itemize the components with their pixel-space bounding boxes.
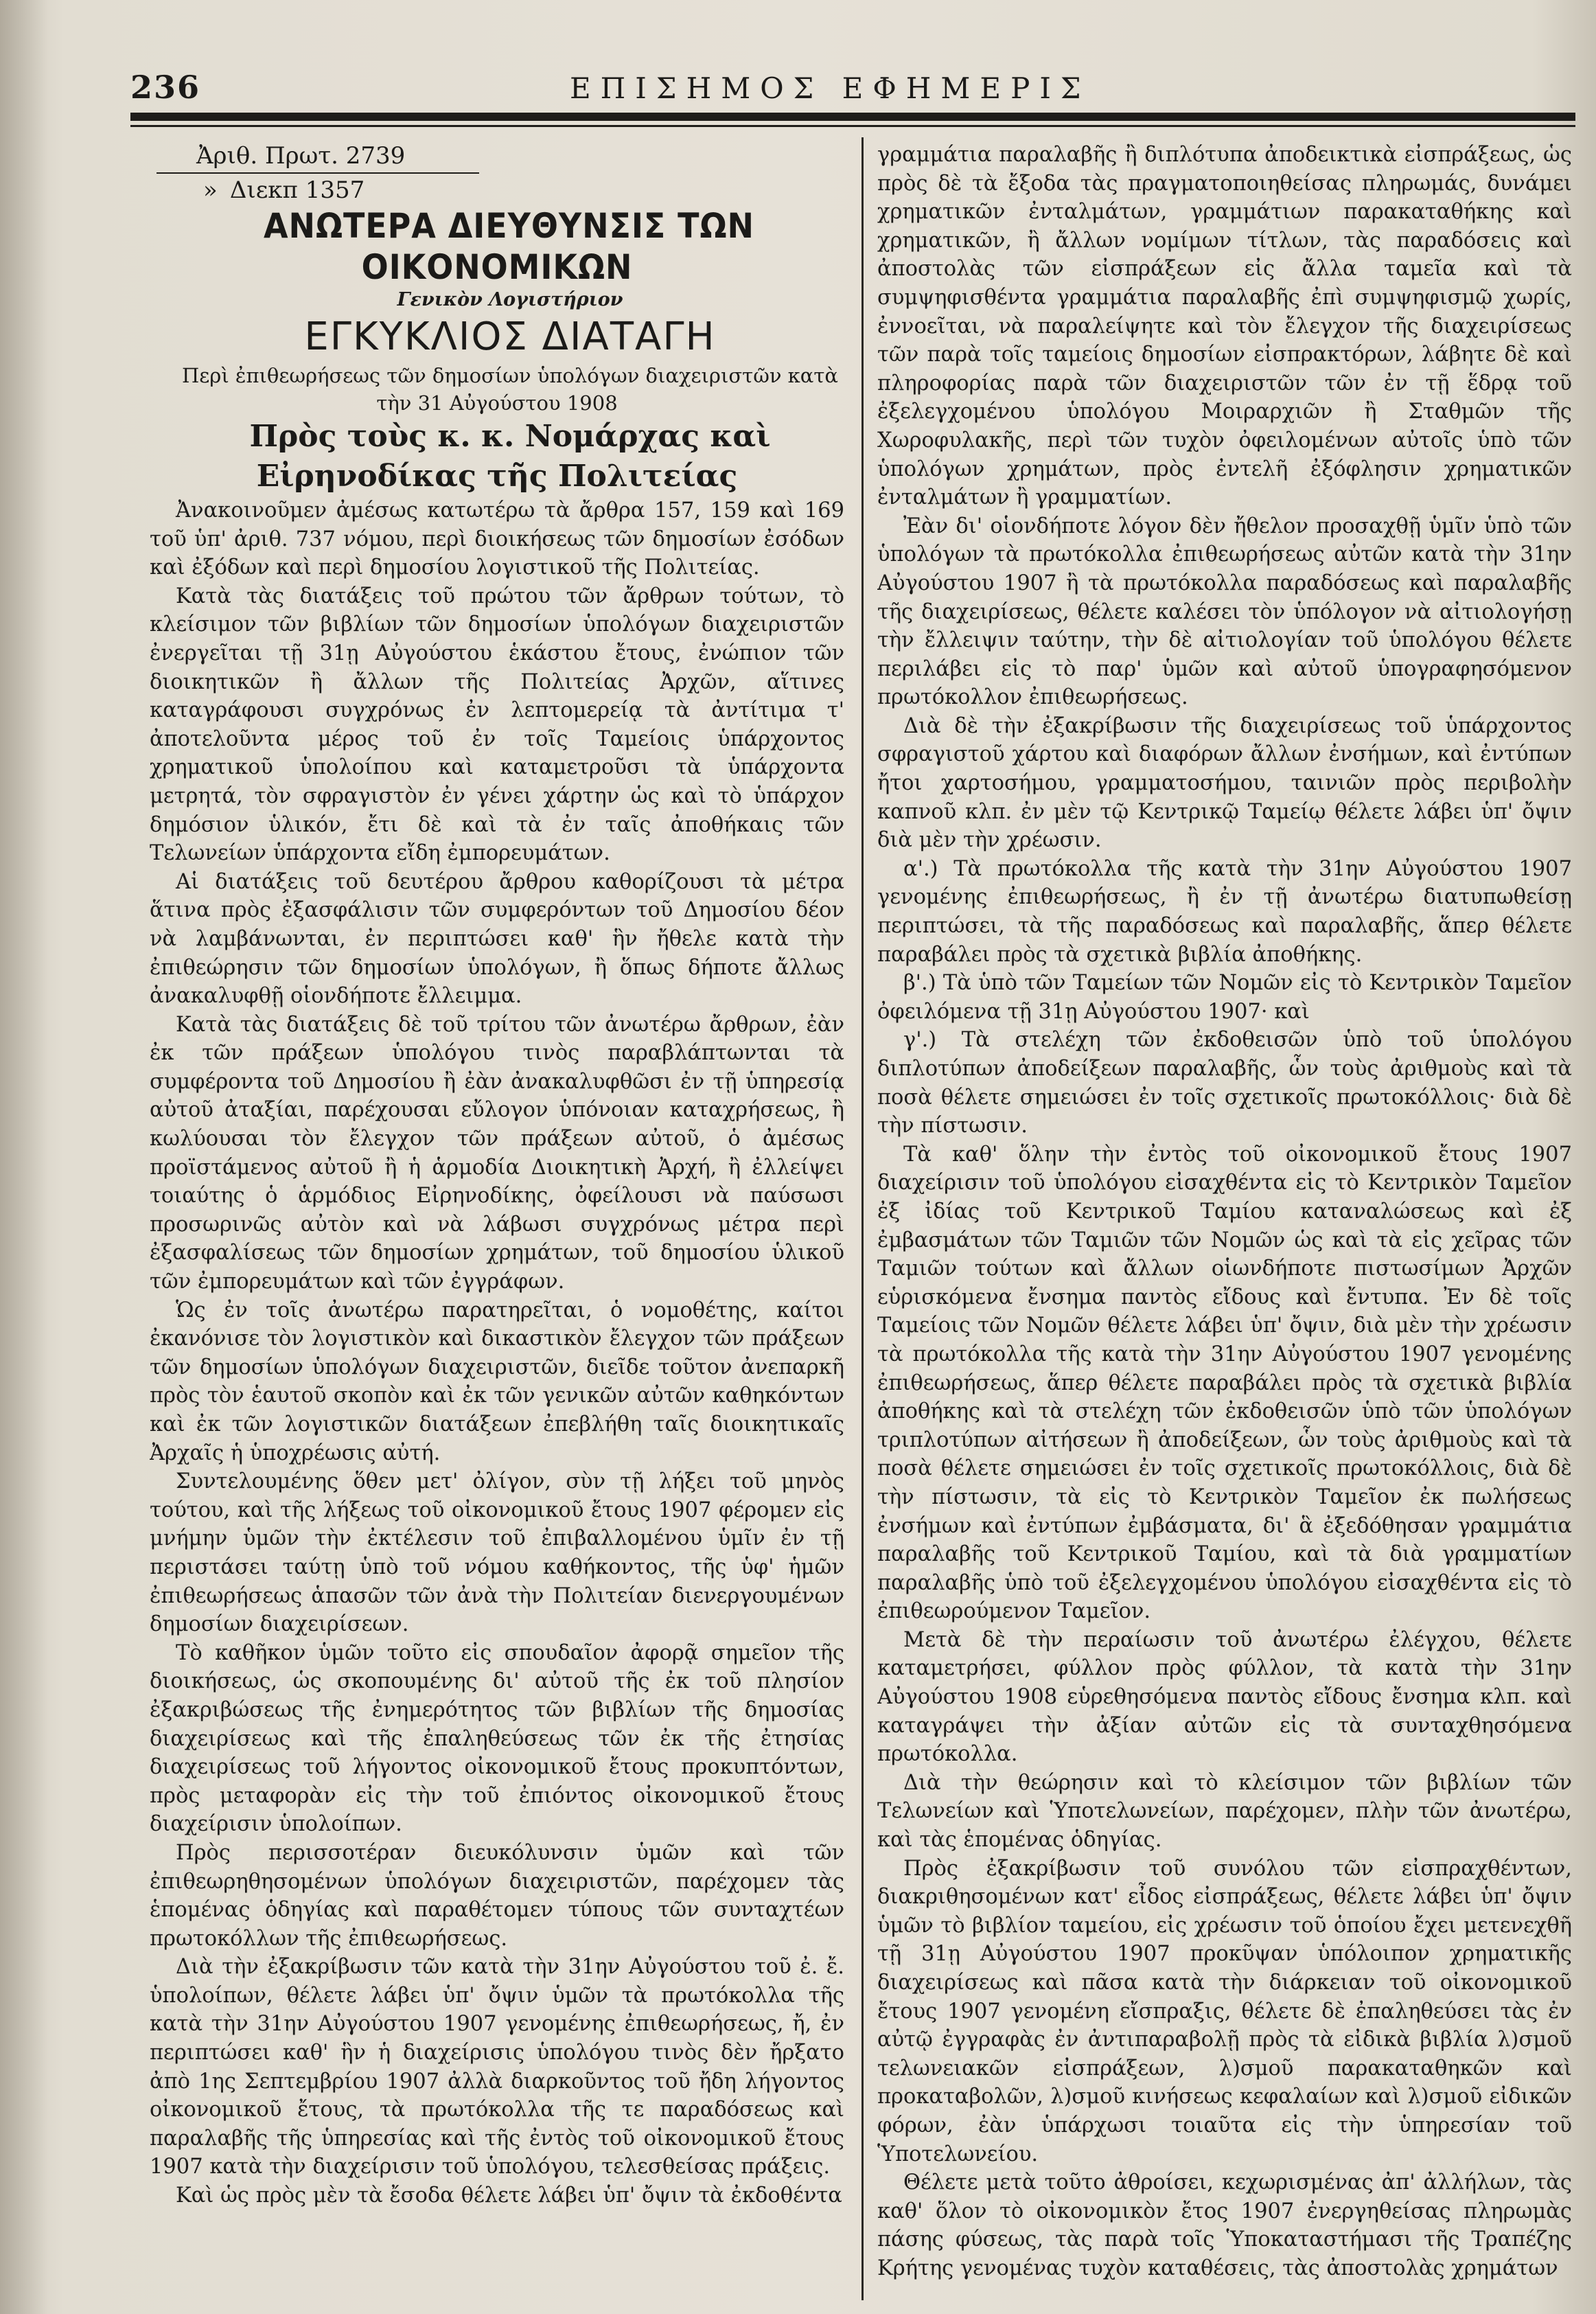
right-paragraph: Διὰ τὴν θεώρησιν καὶ τὸ κλείσιμον τῶν βιβλίων τῶν Τελωνείων καὶ Ὑποτελωνείων, παρέχομεν, πλὴν τῶν ἀνωτέρω, καὶ τὰς ἑπομένας ὁδηγίας.	[877, 1770, 1572, 1853]
masthead	[130, 69, 1575, 117]
left-paragraph: Καὶ ὡς πρὸς μὲν τὰ ἔσοδα θέλετε λάβει ὑπ' ὄψιν τὰ ἐκδοθέντα	[176, 2184, 842, 2208]
left-paragraph: Αἱ διατάξεις τοῦ δευτέρου ἄρθρου καθορίζουσι τὰ μέτρα ἅτινα πρὸς ἐξασφάλισιν τῶν συμφερόντων τοῦ Δημοσίου δέον νὰ λαμβάνωνται, ἐν περιπτώσει καθ' ἣν ἤθελε κατὰ τὴν ἐπιθεώρησιν τῶν δημοσίων ὑπολόγων, ἢ ὅπως δήποτε ἄλλως ἀνακαλυφθῇ οἱονδήποτε ἔλλειμμα.	[150, 869, 844, 1009]
left-paragraph: Ὡς ἐν τοῖς ἀνωτέρω παρατηρεῖται, ὁ νομοθέτης, καίτοι ἐκανόνισε τὸν λογιστικὸν καὶ δικαστικὸν ἔλεγχον τῶν πράξεων τῶν δημοσίων ὑπολόγων διαχειριστῶν, διεῖδε τοῦτον ἀνεπαρκῆ πρὸς τὸν ἑαυτοῦ σκοπὸν καὶ ἐκ τῶν γενικῶν αὐτῶν καθηκόντων καὶ ἐκ τῶν λογιστικῶν διατάξεων ἐπεβλήθη ταῖς διοικητικαῖς Ἀρχαῖς ἡ ὑποχρέωσις αὐτή.	[150, 1298, 844, 1465]
protocol-number: Ἀριθ. Πρωτ. 2739	[196, 142, 406, 170]
left-paragraph: Ἀνακοινοῦμεν ἀμέσως κατωτέρω τὰ ἄρθρα 157, 159 καὶ 169 τοῦ ὑπ' ἀριθ. 737 νόμου, περὶ διοικήσεως τῶν δημοσίων ἐσόδων καὶ ἐξόδων καὶ περὶ δημοσίου λογιστικοῦ τῆς Πολιτείας.	[150, 499, 844, 580]
subject-line: Περὶ ἐπιθεωρήσεως τῶν δημοσίων ὑπολόγων διαχειριστῶν κατὰ τὴν 31 Αὐγούστου 1908	[181, 364, 839, 415]
right-paragraph: Μετὰ δὲ τὴν περαίωσιν τοῦ ἀνωτέρω ἐλέγχου, θέλετε καταμετρήσει, φύλλον πρὸς φύλλον, τὰ κατὰ τὴν 31ην Αὐγούστου 1908 εὑρεθησόμενα παντὸς εἴδους ἔνσημα κλπ. καὶ καταγράψει τὴν ἀξίαν αὐτῶν εἰς τὰ συνταχθησόμενα πρωτόκολλα.	[877, 1627, 1572, 1767]
right-column	[877, 141, 1572, 2297]
dispatch-number: Διεκπ 1357	[229, 176, 365, 204]
left-paragraph: Τὸ καθῆκον ὑμῶν τοῦτο εἰς σπουδαῖον ἀφορᾷ σημεῖον τῆς διοικήσεως, ὡς σκοπουμένης δι' αὐτοῦ τῆς ἐκ τοῦ πλησίον ἐξακριβώσεως τῆς ἐνημερότητος τῶν βιβλίων τῆς δημοσίας διαχειρίσεως καὶ τῆς ἐπαληθεύσεως τῶν ἐκ τῆς ἐτησίας διαχειρίσεως τοῦ λήγοντος οἰκονομικοῦ ἔτους προκυπτόντων, πρὸς μεταφορὰν εἰς τὴν τοῦ ἐπιόντος οἰκονομικοῦ ἔτους διαχείρισιν ὑπολοίπων.	[150, 1640, 844, 1837]
masthead-rule-thick	[130, 113, 1575, 121]
page-edge-stain	[0, 0, 48, 2314]
left-column	[150, 141, 844, 2297]
right-paragraph: γ'.) Τὰ στελέχη τῶν ἐκδοθεισῶν ὑπὸ τοῦ ὑπολόγου διπλοτύπων ἀποδείξεων παραλαβῆς, ὧν τοὺς ἀριθμοὺς καὶ τὰ ποσὰ θέλετε σημειώσει ἐν τοῖς σχετικοῖς πρωτοκόλλοις· διὰ δὲ τὴν πίστωσιν.	[877, 1028, 1572, 1138]
right-paragraph: Ἐὰν δι' οἱονδήποτε λόγον δὲν ἤθελον προσαχθῇ ὑμῖν ὑπὸ τῶν ὑπολόγων τὰ πρωτόκολλα ἐπιθεωρήσεως αὐτῶν κατὰ τὴν 31ην Αὐγούστου 1907 ἢ τὰ πρωτόκολλα παραδόσεως καὶ παραλαβῆς τῆς διαχειρίσεως, θέλετε καλέσει τὸν ὑπόλογον νὰ αἰτιολογήσῃ τὴν ἔλλειψιν ταύτην, τὴν δὲ αἰτιολογίαν τοῦ ὑπολόγου θέλετε περιλάβει εἰς τὸ παρ' ὑμῶν καὶ αὐτοῦ ὑπογραφησόμενον πρωτόκολλον ἐπιθεωρήσεως.	[877, 514, 1572, 710]
directorate-heading: ΑΝΩΤΕΡΑ ΔΙΕΥΘΥΝΣΙΣ ΤΩΝ ΟΙΚΟΝΟΜΙΚΩΝ	[264, 206, 754, 287]
right-paragraph: Πρὸς ἐξακρίβωσιν τοῦ συνόλου τῶν εἰσπραχθέντων, διακριθησομένων κατ' εἶδος εἰσπράξεως, θέλετε λάβει ὑπ' ὄψιν ὑμῶν τὸ βιβλίον ταμείου, εἰς χρέωσιν τοῦ ὁποίου ἔχει μετενεχθῆ τῇ 31ῃ Αὐγούστου 1907 προκῦψαν ὑπόλοιπον χρηματικῆς διαχειρίσεως καὶ πᾶσα κατὰ τὴν διάρκειαν τοῦ οἰκονομικοῦ ἔτους 1907 γενομένη εἴσπραξις, θέλετε δὲ ἐπαληθεύσει τὰς ἐν αὐτῷ ἐγγραφὰς ἐν ἀντιπαραβολῇ πρὸς τὰ εἰδικὰ βιβλία λ)σμοῦ τελωνειακῶν εἰσπράξεων, λ)σμοῦ παρακαταθηκῶν καὶ προκαταβολῶν, λ)σμοῦ κινήσεως κεφαλαίων καὶ λ)σμοῦ εἰδικῶν φόρων, ἐὰν ὑπάρχωσι τοιαῦτα εἰς τὴν ὑπηρεσίαν τοῦ Ὑποτελωνείου.	[877, 1856, 1572, 2166]
right-paragraph: α'.) Τὰ πρωτόκολλα τῆς κατὰ τὴν 31ην Αὐγούστου 1907 γενομένης ἐπιθεωρήσεως, ἢ ἐν τῇ ἀνωτέρω διατυπωθείσῃ περιπτώσει, τὰ τῆς παραδόσεως καὶ παραλαβῆς, ἅπερ θέλετε παραβάλει πρὸς τὰ σχετικὰ βιβλία ἀποθήκης.	[877, 856, 1572, 967]
masthead-rule-thin	[130, 125, 1575, 127]
ditto-mark: »	[203, 176, 218, 204]
page-number: 236	[130, 69, 201, 106]
dispatch-number-line	[150, 175, 844, 205]
right-paragraph: γραμμάτια παραλαβῆς ἢ διπλότυπα ἀποδεικτικὰ εἰσπράξεως, ὡς πρὸς δὲ τὰ ἔξοδα τὰς πραγματοποιηθείσας πληρωμάς, δυνάμει χρηματικῶν ἐνταλμάτων, γραμμάτιων παρακαταθήκης καὶ χρηματικῶν, ἢ ἄλλων νομίμων τίτλων, τὰς παραδόσεις καὶ ἀποστολὰς τῶν εἰσπράξεων εἰς ἄλλα ταμεῖα καὶ τὰ συμψηφισθέντα γραμμάτια παραλαβῆς ἐπὶ συμψηφισμῷ χωρίς, ἐννοεῖται, νὰ παραλείψητε καὶ τὸν ἔλεγχον τῆς διαχειρίσεως τῶν παρὰ τοῖς ταμείοις δημοσίων εἰσπρακτόρων, λάβητε δὲ καὶ πληροφορίας παρὰ τῶν διαχειριστῶν τῶν ἐν τῇ ἕδρᾳ τοῦ ἐξελεγχομένου ὑπολόγου Μοιραρχιῶν ἢ Σταθμῶν τῆς Χωροφυλακῆς, περὶ τῶν τυχὸν ὀφειλομένων αὐτοῖς ὑπὸ τῶν ὑπολόγων χρημάτων, πρὸς ἐντελῆ ἐξόφλησιν χρηματικῶν ἐνταλμάτων ἢ γραμματίων.	[877, 143, 1572, 510]
right-paragraph: Διὰ δὲ τὴν ἐξακρίβωσιν τῆς διαχειρίσεως τοῦ ὑπάρχοντος σφραγιστοῦ χάρτου καὶ διαφόρων ἄλλων ἐνσήμων, καὶ ἐντύπων ἤτοι χαρτοσήμου, γραμματοσήμου, ταινιῶν πρὸς περιβολὴν καπνοῦ κλπ. ἐν μὲν τῷ Κεντρικῷ Ταμείῳ θέλετε λάβει ὑπ' ὄψιν διὰ μὲν τὴν χρέωσιν.	[877, 713, 1572, 853]
left-paragraph: Κατὰ τὰς διατάξεις δὲ τοῦ τρίτου τῶν ἀνωτέρω ἄρθρων, ἐὰν ἐκ τῶν πράξεων ὑπολόγου τινὸς παραβλάπτωνται τὰ συμφέροντα τοῦ Δημοσίου ἢ ἐὰν ἀνακαλυφθῶσι ἐν τῇ ὑπηρεσίᾳ αὐτοῦ ἀταξίαι, παρέχουσαι εὔλογον ὑπόνοιαν καταχρήσεως, ἢ κωλύουσαι τὸν ἔλεγχον τῶν πράξεων αὐτοῦ, ὁ ἀμέσως προϊστάμενος αὐτοῦ ἢ ἡ ἁρμοδία Διοικητικὴ Ἀρχή, ἢ ἐλλείψει τοιαύτης ὁ ἁρμόδιος Εἰρηνοδίκης, ὀφείλουσι νὰ παύσωσι προσωρινῶς αὐτὸν καὶ νὰ λάβωσι συγχρόνως μέτρα περὶ ἐξασφαλίσεως τῶν δημοσίων χρημάτων, τοῦ δημοσίου ὑλικοῦ τῶν ἐμπορευμάτων καὶ τῶν ἐγγράφων.	[150, 1012, 844, 1294]
protocol-underline	[157, 172, 479, 174]
right-paragraph: Θέλετε μετὰ τοῦτο ἀθροίσει, κεχωρισμένας ἀπ' ἀλλήλων, τὰς καθ' ὅλον τὸ οἰκονομικὸν ἔτος 1907 ἐνεργηθείσας πληρωμὰς πάσης φύσεως, τὰς παρὰ τοῖς Ὑποκαταστήμασι τῆς Τραπέζης Κρήτης γενομένας τυχὸν καταθέσεις, τὰς ἀποστολὰς χρημάτων	[877, 2170, 1572, 2280]
left-paragraph: Διὰ τὴν ἐξακρίβωσιν τῶν κατὰ τὴν 31ην Αὐγούστου τοῦ ἐ. ἔ. ὑπολοίπων, θέλετε λάβει ὑπ' ὄψιν ὑμῶν τὰ πρωτόκολλα τῆς κατὰ τὴν 31ην Αὐγούστου 1907 γενομένης ἐπιθεωρήσεως, ἤ, ἐν περιπτώσει καθ' ἣν ἡ διαχείρισις ὑπολόγου τινὸς δὲν ἤρξατο ἀπὸ 1ης Σεπτεμβρίου 1907 ἀλλὰ διαρκοῦντος τοῦ ἤδη λήγοντος οἰκονομικοῦ ἔτους, τὰ πρωτόκολλα τῆς τε παραδόσεως καὶ παραλαβῆς τῆς ὑπηρεσίας καὶ τῆς ἐντὸς τοῦ οἰκονομικοῦ ἔτους 1907 κατὰ τὴν διαχείρισιν τοῦ ὑπολόγου, τελεσθείσας πράξεις.	[150, 1955, 844, 2179]
left-paragraph: Συντελουμένης ὅθεν μετ' ὀλίγον, σὺν τῇ λήξει τοῦ μηνὸς τούτου, καὶ τῆς λήξεως τοῦ οἰκονομικοῦ ἔτους 1907 φέρομεν εἰς μνήμην ὑμῶν τὴν ἐκτέλεσιν τοῦ ἐπιβαλλομένου ὑμῖν ἐν τῇ περιστάσει ταύτῃ ὑπὸ τοῦ νόμου καθήκοντος, τῆς ὑφ' ἡμῶν ἐπιθεωρήσεως ἁπασῶν τῶν ἀνὰ τὴν Πολιτείαν διενεργουμένων δημοσίων διαχειρίσεων.	[150, 1469, 844, 1637]
office-heading: Γενικὸν Λογιστήριον	[397, 289, 623, 310]
right-paragraph: β'.) Τὰ ὑπὸ τῶν Ταμείων τῶν Νομῶν εἰς τὸ Κεντρικὸν Ταμεῖον ὀφειλόμενα τῇ 31ῃ Αὐγούστου 1907· καὶ	[877, 971, 1572, 1024]
circular-heading: ΕΓΚΥΚΛΙΟΣ ΔΙΑΤΑΓΗ	[304, 314, 716, 359]
left-paragraph: Πρὸς περισσοτέραν διευκόλυνσιν ὑμῶν καὶ τῶν ἐπιθεωρηθησομένων ὑπολόγων διαχειριστῶν, παρέχομεν τὰς ἑπομένας ὁδηγίας καὶ παραθέτομεν τύπους τῶν συνταχτέων πρωτοκόλλων τῆς ἐπιθεωρήσεως.	[150, 1840, 844, 1951]
addressee-heading: Πρὸς τοὺς κ. κ. Νομάρχας καὶ Εἰρηνοδίκας τῆς Πολιτείας	[249, 419, 771, 494]
left-paragraph: Κατὰ τὰς διατάξεις τοῦ πρώτου τῶν ἄρθρων τούτων, τὸ κλείσιμον τῶν βιβλίων τῶν δημοσίων ὑπολόγων διαχειριστῶν ἐνεργεῖται τῇ 31ῃ Αὐγούστου ἑκάστου ἔτους, ἐνώπιον τῶν διοικητικῶν ἢ ἄλλων τῆς Πολιτείας Ἀρχῶν, αἵτινες καταγράφουσι συγχρόνως ἐν λεπτομερείᾳ τὰ ἀντίτιμα τ' ἀποτελοῦντα μέρος τοῦ ἐν τοῖς Ταμείοις ὑπάρχοντος χρηματικοῦ ὑπολοίπου καὶ καταμετροῦσι τὰ ὑπάρχοντα μετρητά, τὸν σφραγιστὸν ἐν γένει χάρτην ὡς καὶ τὸ ὑπάρχον δημόσιον ὑλικόν, ἔτι δὲ καὶ τὰ ἐν ταῖς ἀποθήκαις τῶν Τελωνείων ὑπάρχοντα εἴδη ἐμπορευμάτων.	[150, 584, 844, 866]
right-paragraph: Τὰ καθ' ὅλην τὴν ἐντὸς τοῦ οἰκονομικοῦ ἔτους 1907 διαχείρισιν τοῦ ὑπολόγου εἰσαχθέντα εἰς τὸ Κεντρικὸν Ταμεῖον ἐξ ἰδίας τοῦ Κεντρικοῦ Ταμίου καταναλώσεως καὶ ἐξ ἐμβασμάτων τῶν Ταμιῶν τῶν Νομῶν ὡς καὶ τὰ εἰς χεῖρας τῶν Ταμιῶν τούτων καὶ ἄλλων οἱωνδήποτε πιστωσίμων Ἀρχῶν εὑρισκόμενα ἔνσημα παντὸς εἴδους καὶ ἔντυπα. Ἐν δὲ τοῖς Ταμείοις τῶν Νομῶν θέλετε λάβει ὑπ' ὄψιν, διὰ μὲν τὴν χρέωσιν τὰ πρωτόκολλα τῆς κατὰ τὴν 31ην Αὐγούστου 1907 γενομένης ἐπιθεωρήσεως, ἅπερ θέλετε παραβάλει πρὸς τὰ σχετικὰ βιβλία ἀποθήκης καὶ τὰ στελέχη τῶν ἐκδοθεισῶν ὑπὸ τῶν ὑπολόγων τριπλοτύπων αἰτήσεων ἢ ἀποδείξεων, ὧν τοὺς ἀριθμοὺς καὶ τὰ ποσὰ θέλετε σημειώσει ἐν τοῖς σχετικοῖς πρωτοκόλλοις, διὰ δὲ τὴν πίστωσιν, τὰ εἰς τὸ Κεντρικὸν Ταμεῖον ἐκ πωλήσεως ἐνσήμων καὶ ἐντύπων ἐμβάσματα, δι' ἃ ἐξεδόθησαν γραμμάτια παραλαβῆς τοῦ Κεντρικοῦ Ταμίου, καὶ τὰ διὰ γραμματίων παραλαβῆς ὑπὸ τοῦ ἐξελεγχομένου ὑπολόγου εἰσαχθέντα εἰς τὸ ἐπιθεωρούμενον Ταμεῖον.	[877, 1142, 1572, 1624]
newspaper-title: ΕΠΙΣΗΜΟΣ ΕΦΗΜΕΡΙΣ	[570, 71, 1091, 105]
column-divider	[861, 137, 864, 2300]
